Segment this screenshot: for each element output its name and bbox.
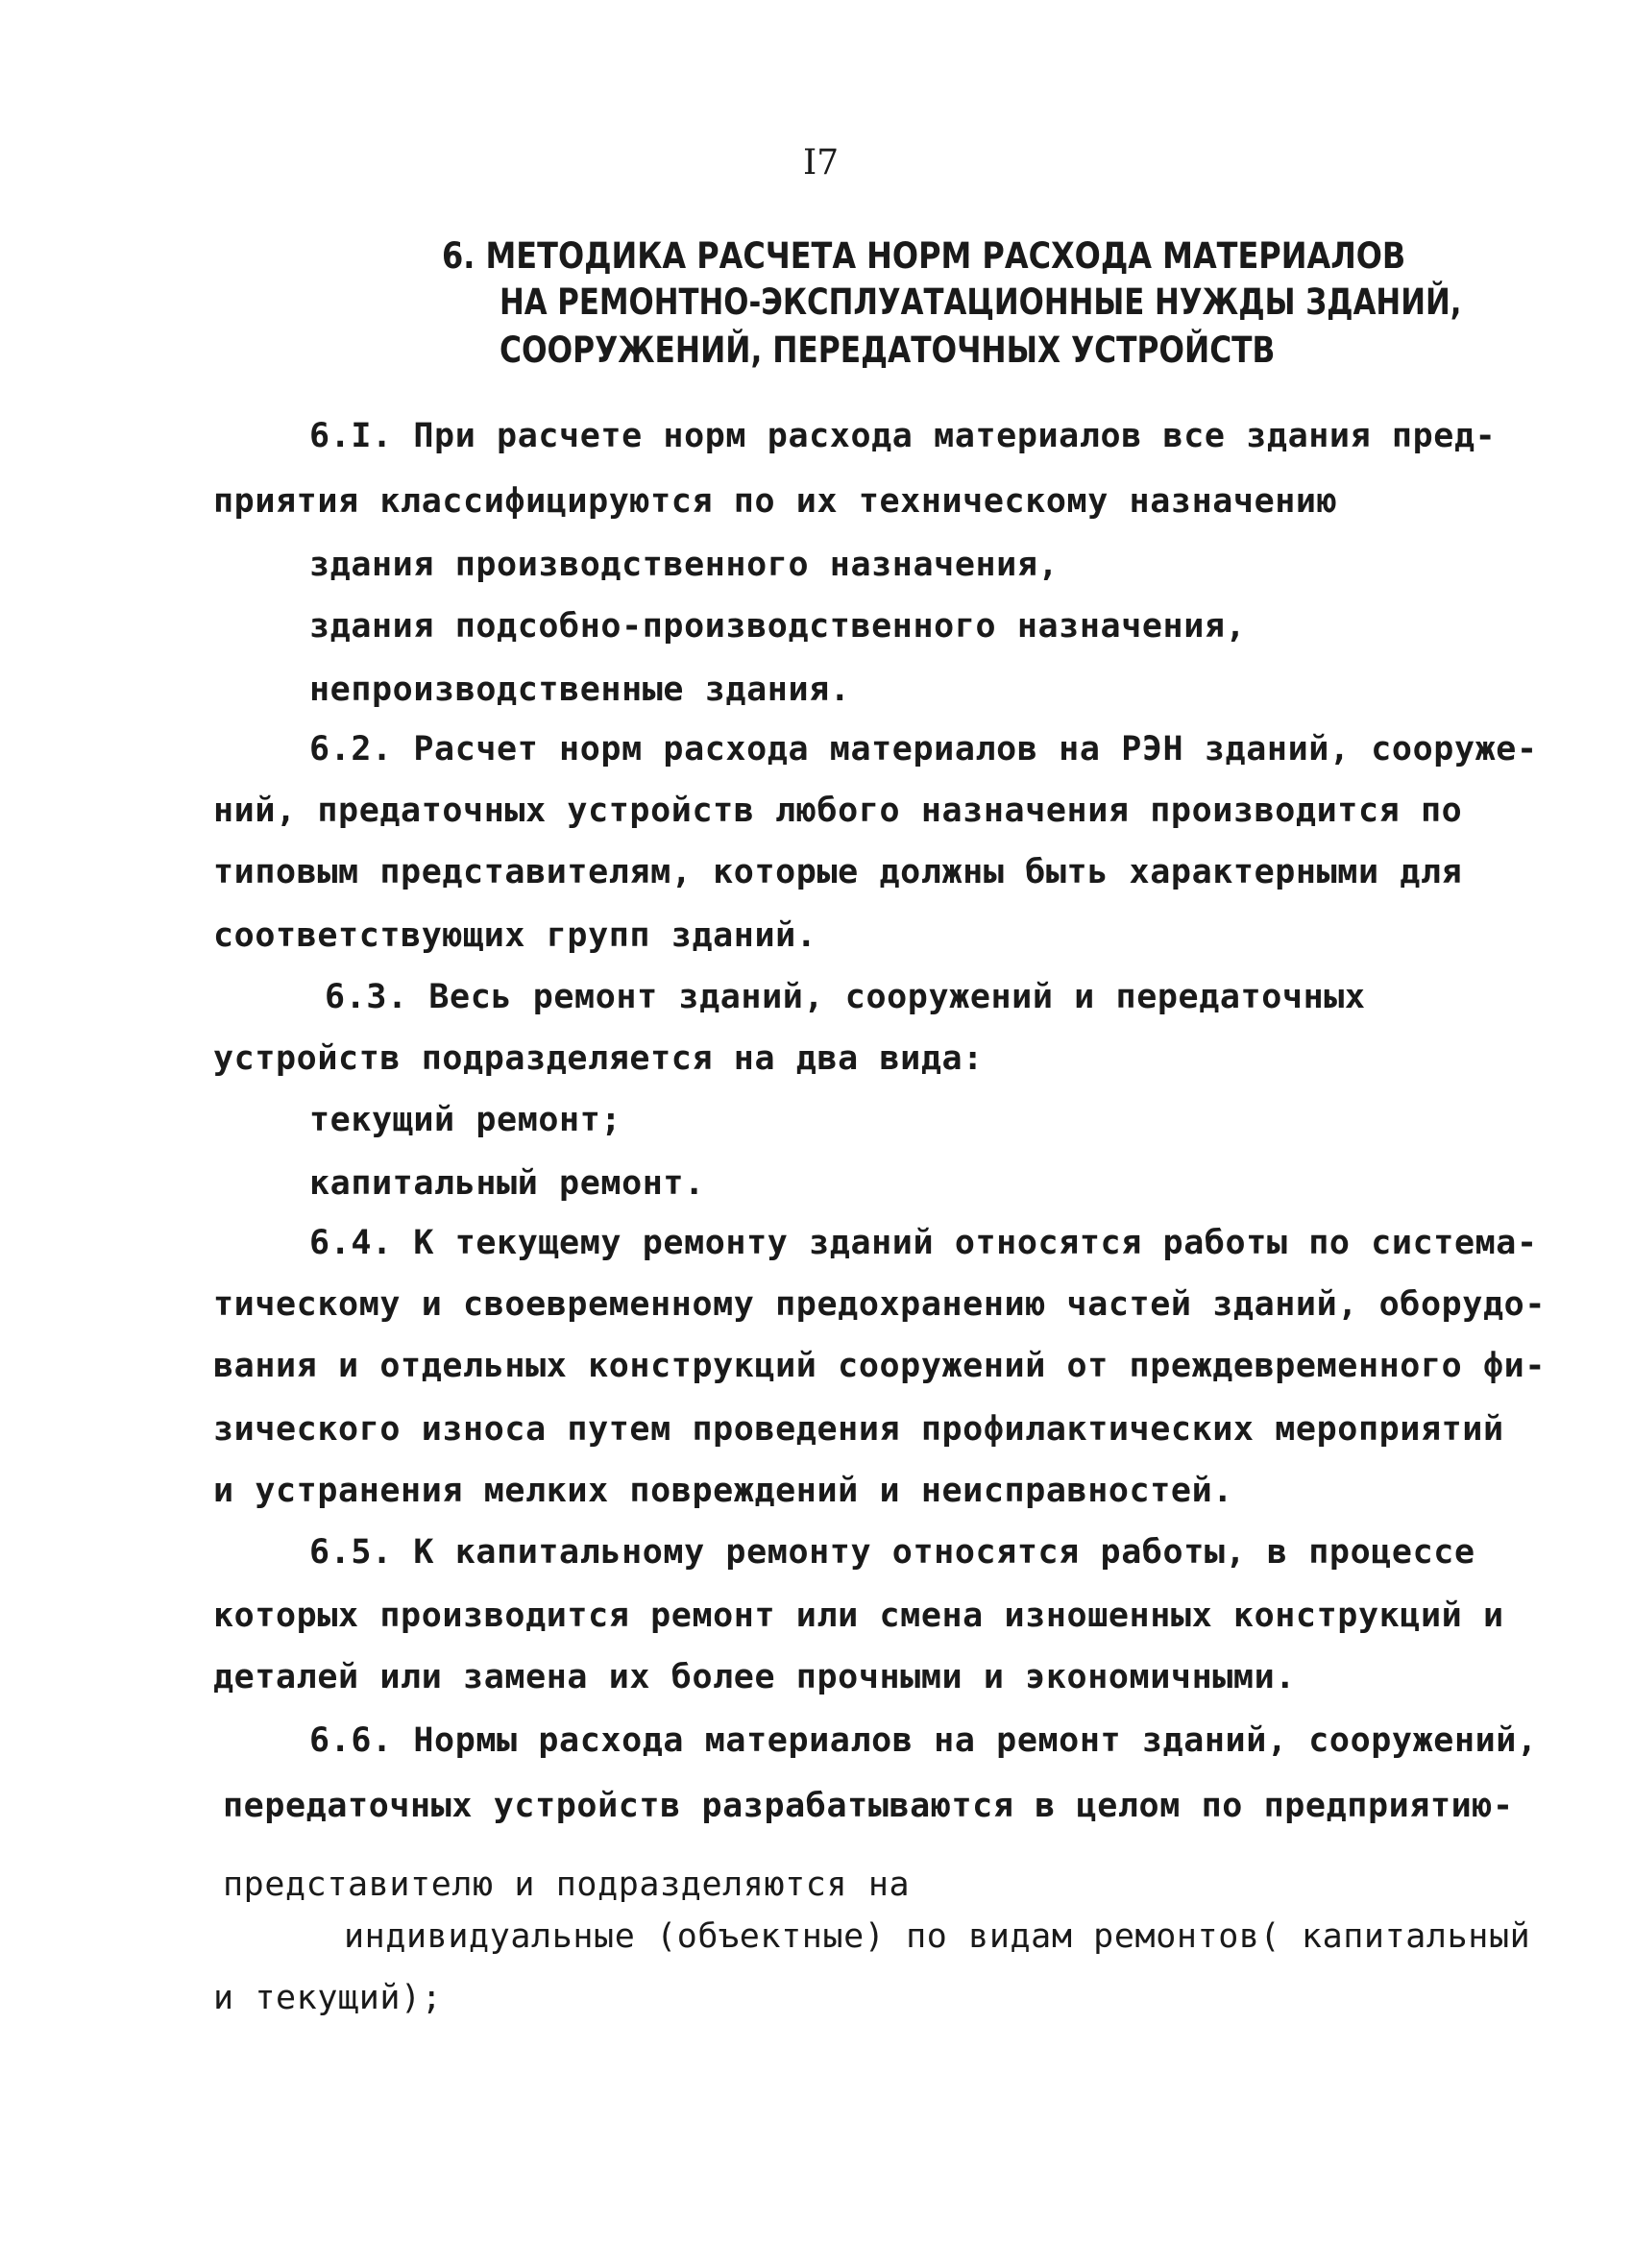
body-line: капитальный ремонт. (309, 1164, 705, 1203)
body-line: вания и отдельных конструкций сооружений от преждевременного фи- (213, 1347, 1546, 1385)
page-number: I7 (803, 143, 840, 183)
section-heading-line-1: 6. МЕТОДИКА РАСЧЕТА НОРМ РАСХОДА МАТЕРИАЛОВ (442, 235, 1406, 277)
body-line: здания подсобно-производственного назначения, (309, 607, 1247, 646)
body-line: устройств подразделяется на два вида: (213, 1039, 984, 1078)
body-line: приятия классифицируются по их техническому назначению (213, 482, 1338, 521)
body-line: деталей или замена их более прочными и экономичными. (213, 1658, 1296, 1696)
body-line: зического износа путем проведения профилактических мероприятий (213, 1410, 1504, 1449)
body-line: 6.4. К текущему ремонту зданий относятся работы по система- (309, 1224, 1538, 1262)
body-line: которых производится ремонт или смена изношенных конструкций и (213, 1597, 1504, 1635)
body-line: и устранения мелких повреждений и неисправностей. (213, 1472, 1233, 1510)
body-line: непроизводственные здания. (309, 671, 851, 709)
body-line: передаточных устройств разрабатываются в целом по предприятию- (223, 1787, 1514, 1825)
body-line: текущий ремонт; (309, 1101, 622, 1139)
body-line: типовым представителям, которые должны быть характерными для (213, 853, 1463, 891)
body-line: ний, предаточных устройств любого назначения производится по (213, 792, 1463, 830)
body-line: соответствующих групп зданий. (213, 916, 817, 955)
body-line: 6.5. К капитальному ремонту относятся работы, в процессе (309, 1533, 1475, 1572)
body-line: 6.I. При расчете норм расхода материалов все здания пред- (309, 417, 1497, 455)
body-line: представителю и подразделяются на (223, 1866, 911, 1904)
body-line: 6.6. Нормы расхода материалов на ремонт зданий, сооружений, (309, 1721, 1538, 1760)
body-line: здания производственного назначения, (309, 546, 1060, 584)
body-line: 6.2. Расчет норм расхода материалов на РЭН зданий, сооруже- (309, 730, 1538, 768)
body-line: индивидуальные (объектные) по видам ремонтов( капитальный (344, 1917, 1531, 1956)
section-heading-line-2: НА РЕМОНТНО-ЭКСПЛУАТАЦИОННЫЕ НУЖДЫ ЗДАНИЙ, (500, 281, 1462, 323)
section-heading-line-3: СООРУЖЕНИЙ, ПЕРЕДАТОЧНЫХ УСТРОЙСТВ (500, 329, 1276, 371)
body-line: и текущий); (213, 1979, 443, 2017)
body-line: 6.3. Весь ремонт зданий, сооружений и передаточных (325, 978, 1366, 1016)
body-line: тическому и своевременному предохранению частей зданий, оборудо- (213, 1285, 1546, 1324)
